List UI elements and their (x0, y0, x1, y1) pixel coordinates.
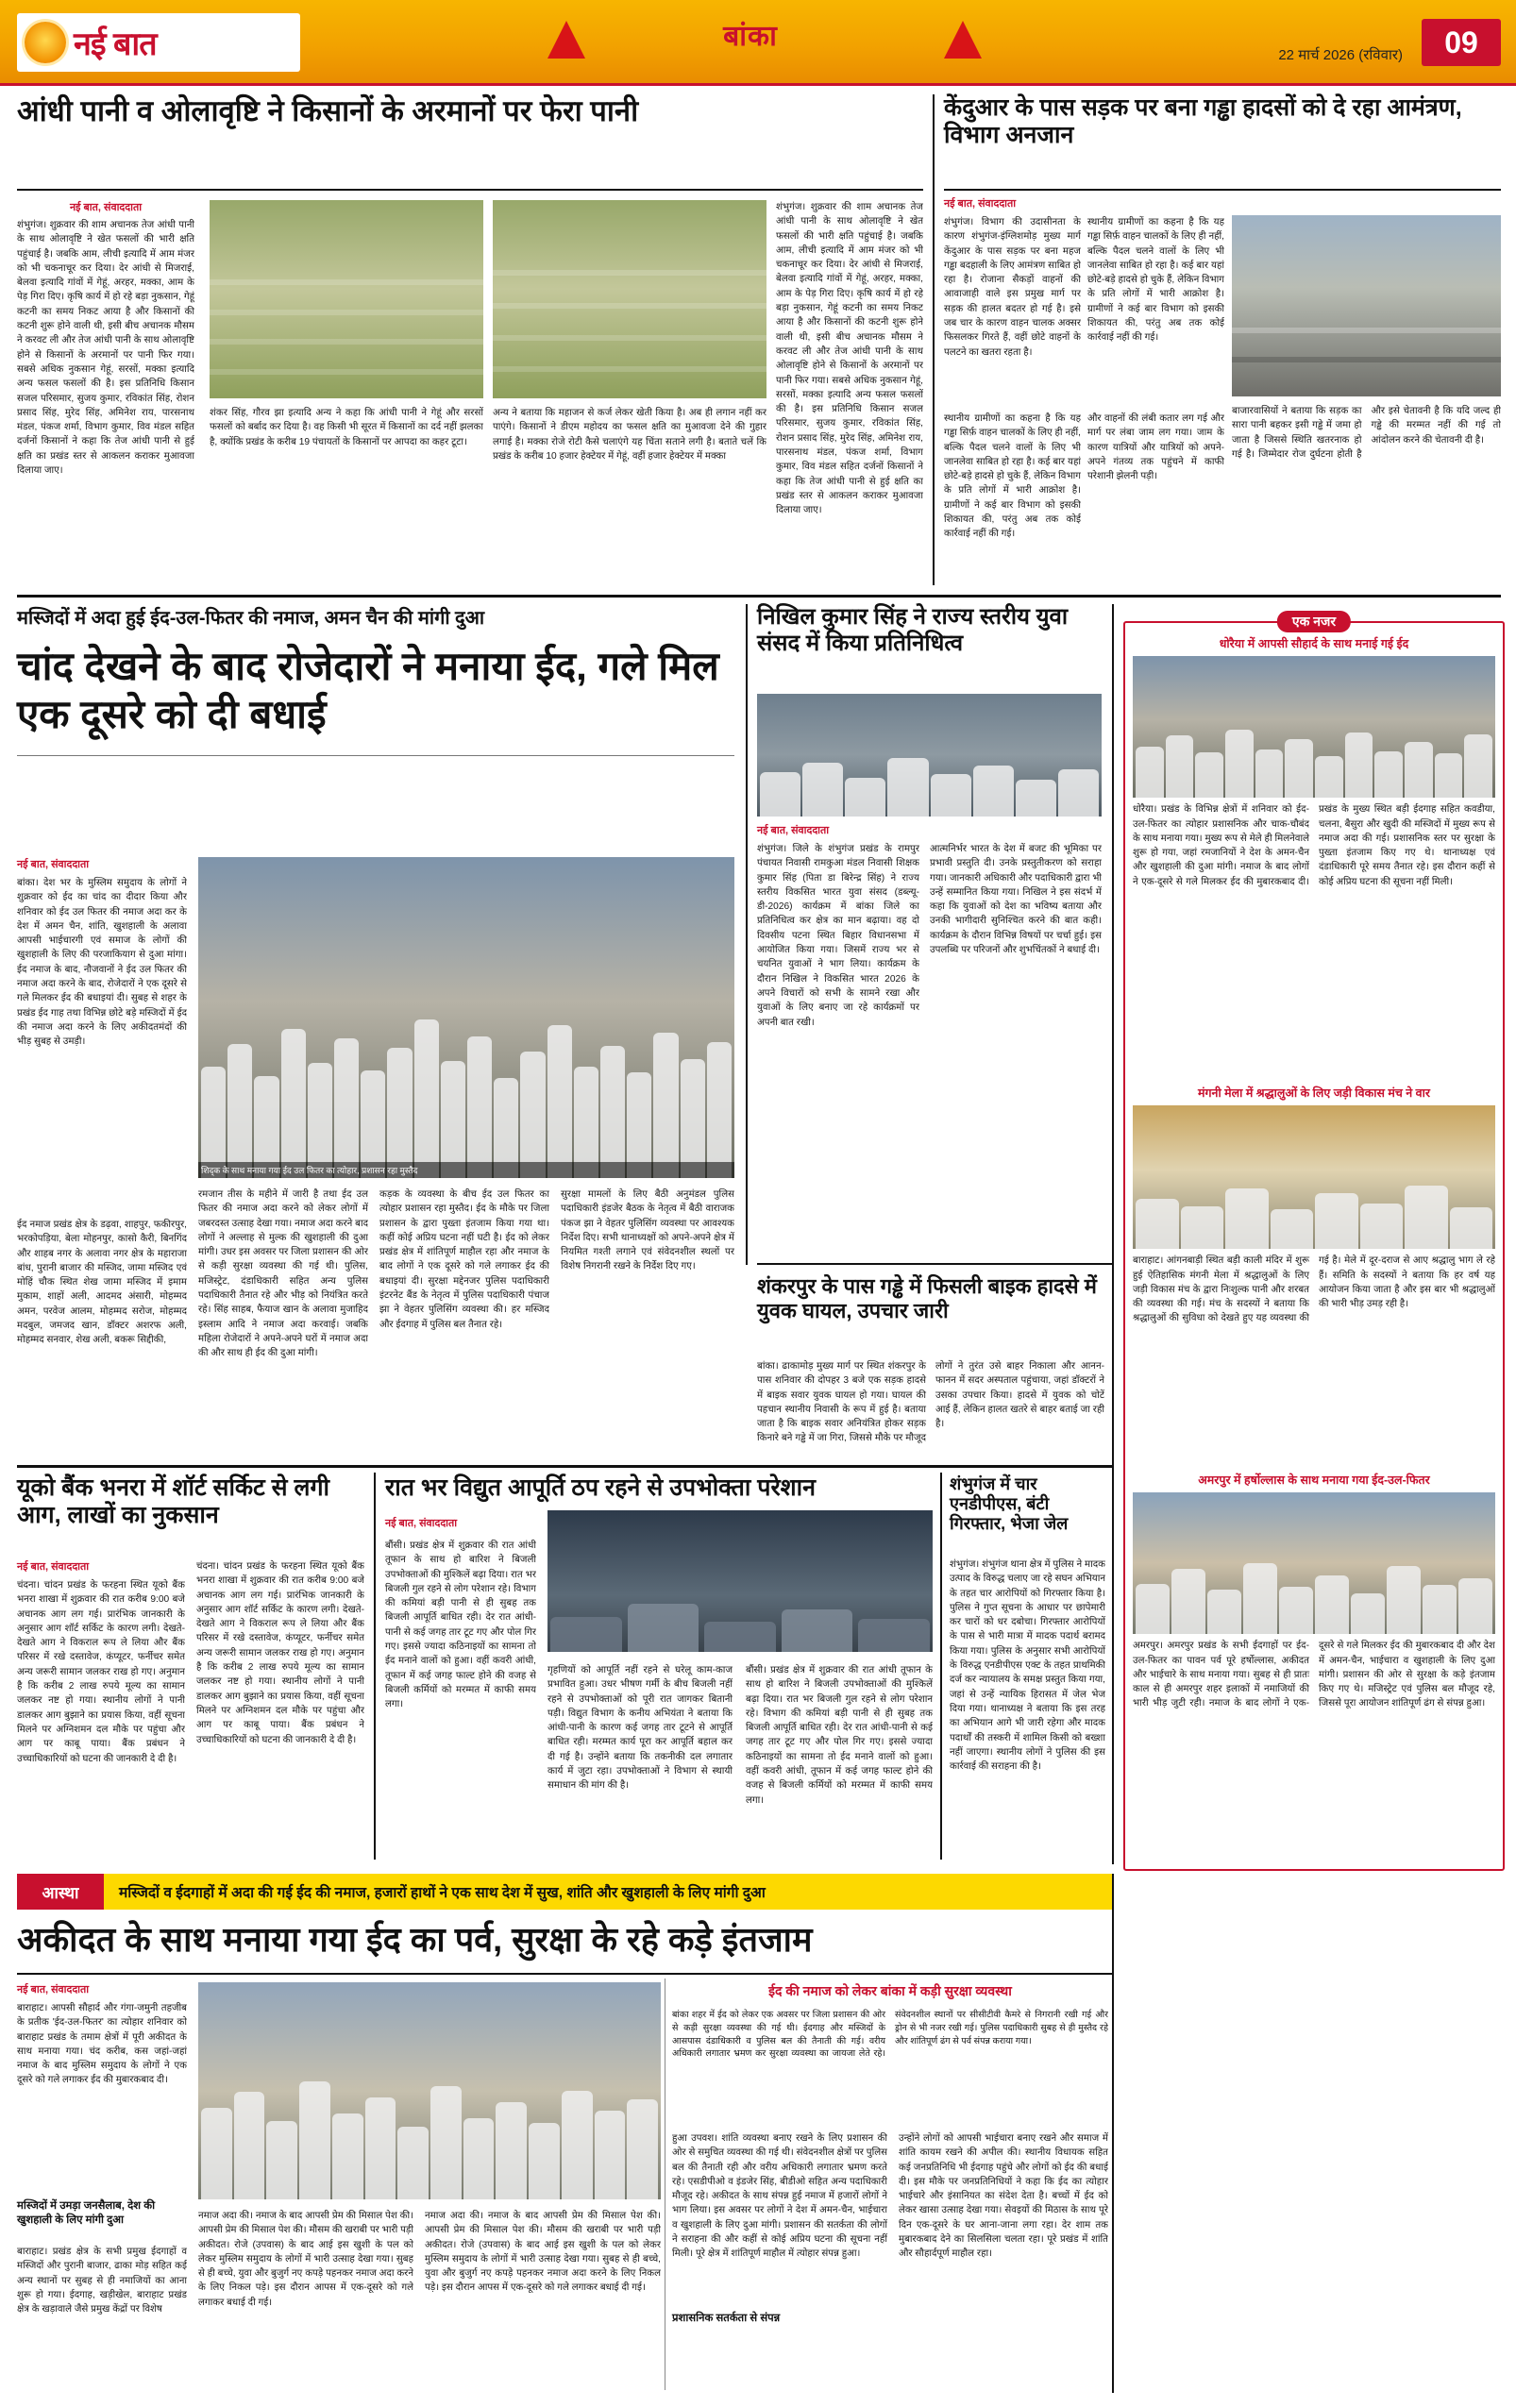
crowd-figures (198, 992, 734, 1178)
ek-nazar-item-1-text: धोरैया। प्रखंड के विभिन्न क्षेत्रों में शनिवार को ईद-उल-फितर का त्योहार प्रशासनिक और चाक-चौबंद के साथ मनाया गया। मुख्य रूप से मेले ही मिलनेवाले शुरू हो गया, जहां रमजानियों ने देश के अमन-चैन और खुशहाली की दुआ मांगी। नमाज के बाद लोगों ने एक-दूसरे से गले मिलकर ईद की मुबारकबाद दी। प्रखंड के मुख्य स्थित बड़ी ईदगाह सहित कवडीया, चलना, बैसुरा और खुदी की मस्जिदों में मुख्य रूप से नमाज अदा की गई। प्रशासनिक स्तर पर सुरक्षा के पुख्ता इंतजाम किए गए थे। थानाध्यक्ष एवं दंडाधिकारी पूरे समय तैनात रहे। इस दौरान कहीं से कोई अप्रिय घटना की सूचना नहीं मिली। (1133, 804, 1495, 887)
edition-name: बांका (723, 21, 778, 52)
bike-text: बांका। ढाकामोड़ मुख्य मार्ग पर स्थित शंकरपुर के पास शनिवार की दोपहर 3 बजे एक सड़क हादसे में बाइक सवार युवक घायल हो गया। घायल की पहचान स्थानीय निवासी के रूप में हुई है। बताया जाता है कि बाइक सवार अनियंत्रित होकर सड़क किनारे बने गड्ढे में जा गिरा, जिससे मौके पर मौजूद लोगों ने तुरंत उसे बाहर निकाला और आनन-फानन में सदर अस्पताल पहुंचाया, जहां डॉक्टरों ने उसका उपचार किया। हादसे में युवक को चोटें आई हैं, लेकिन हालत खतरे से बाहर बताई जा रही है। (757, 1361, 1104, 1444)
ek-nazar-item-1-title: धोरैया में आपसी सौहार्द के साथ मनाई गई ईद (1219, 637, 1409, 650)
bottom-headline-wrap (17, 1920, 1112, 1960)
ndps-headline: शंभुगंज में चार एनडीपीएस, बंटी गिरफ्तार, भेजा जेल (950, 1474, 1069, 1533)
power-col2: गृहणियों को आपूर्ति नहीं रहने से घरेलू काम-काज प्रभावित हुआ। उधर भीषण गर्मी के बीच बिजली नहीं रहने से उपभोक्ताओं को पूरी रात जागकर बितानी पड़ी। विद्युत विभाग के कनीय अभियंता ने बताया कि आंधी-पानी के कारण कई जगह तार टूटने से आपूर्ति बाधित रही। मरम्मत कार्य पूरा कर आपूर्ति बहाल कर दी गई है। उन्होंने बताया कि तकनीकी दल लगातार कार्य में जुटा रहा। उपभोक्ताओं ने विभाग से स्थायी समाधान की मांग की है। (547, 1665, 733, 1792)
newspaper-logo (17, 13, 300, 72)
eid-photo (198, 857, 734, 1178)
eid-col4: सुरक्षा मामलों के लिए बैठी अनुमंडल पुलिस पदाधिकारी इंडजेर बैठक के नेतृत्व में बैठी वाराजक पंकज झा ने वेहतर पुलिसिंग व्यवस्था पर आवश्यक निर्देश दिए। सभी थानाध्यक्षों को अपने-अपने क्षेत्र में नियमित गश्ती लगाने एवं संवेदनशील स्थलों पर विशेष निगरानी रखने के निर्देश दिए गए। (561, 1189, 734, 1272)
power-headline: रात भर विद्युत आपूर्ति ठप रहने से उपभोक्ता परेशान (385, 1474, 817, 1501)
bike-headline-wrap (757, 1274, 1104, 1322)
eid-kicker-wrap (17, 604, 734, 630)
bottom-headline: अकीदत के साथ मनाया गया ईद का पर्व, सुरक्षा के रहे कड़े इंतजाम (17, 1920, 813, 1959)
bottom-band-text: मस्जिदों व ईदगाहों में अदा की गई ईद की नमाज, हजारों हाथों ने एक साथ देश में सुख, शांति और खुशहाली के लिए मांगी दुआ (104, 1874, 1112, 1910)
lead-photo-1 (210, 200, 483, 398)
lead-headline: आंधी पानी व ओलावृष्टि ने किसानों के अरमानों पर फेरा पानी (17, 94, 639, 127)
ek-nazar-item-2 (1133, 1086, 1495, 1452)
ek-nazar-item-3-photo (1133, 1492, 1495, 1634)
bank-headline: यूको बैंक भनरा में शॉर्ट सर्किट से लगी आग, लाखों का नुकसान (17, 1474, 330, 1528)
bottom-col4: उन्होंने लोगों को आपसी भाईचारा बनाए रखने और समाज में शांति कायम रखने की अपील की। स्थानीय विधायक सहित कई जनप्रतिनिधि भी ईदगाह पहुंचे और लोगों को ईद की बधाई दी। इस मौके पर जनप्रतिनिधियों ने कहा कि ईद का त्योहार भाईचारे और इंसानियत का संदेश देता है। बच्चों में ईद को लेकर खासा उत्साह देखा गया। सेवइयों की मिठास के साथ पूरे दिन एक-दूसरे के घर आना-जाना लगा रहा। देर शाम तक मुबारकबाद देने का सिलसिला चलता रहा। पूरे प्रखंड में शांति और सौहार्दपूर्ण माहौल रहा। (899, 2133, 1108, 2260)
byline: नई बात, संवाददाता (69, 202, 143, 213)
bottom-box-title: ईद की नमाज को लेकर बांका में कड़ी सुरक्षा व्यवस्था (768, 1983, 1012, 1998)
bank-headline-wrap (17, 1474, 366, 1529)
topright-headline: केंदुआर के पास सड़क पर बना गड्ढा हादसों को दे रहा आमंत्रण, विभाग अनजान (944, 94, 1462, 148)
topright-col1b: स्थानीय ग्रामीणों का कहना है कि यह गड्ढा सिर्फ़ वाहन चालकों के लिए ही नहीं, बल्कि पैदल चलने वालों के लिए भी जानलेवा साबित हो रहा है। कई बार यहां छोटे-बड़े हादसे हो चुके हैं, लेकिन विभाग के प्रति लोगों में भारी आक्रोश है। ग्रामीणों ने कई बार विभाग को इसकी शिकायत की, परंतु अब तक कोई कार्रवाई नहीं की गई। (944, 413, 1081, 540)
nikhil-col2: आत्मनिर्भर भारत के देश में बजट की भूमिका पर प्रभावी प्रस्तुति दी। उनके प्रस्तुतीकरण को सराहा गया। जानकारी अधिकारी और पदाधिकारी द्वारा भी उन्हें सम्मानित किया गया। निखिल ने इस संदर्भ में कहा कि युवाओं को देश का भविष्य बताया और उनकी भागीदारी सुनिश्चित करने की बात कही। कार्यक्रम के दौरान विभिन्न विषयों पर चर्चा हुई। इस उपलब्धि पर परिजनों और शुभचिंतकों ने बधाई दी। (930, 844, 1102, 956)
ek-nazar-item-1 (1133, 636, 1495, 1086)
lead-col4: अन्य ने बताया कि महाजन से कर्ज लेकर खेती किया है। अब ही लगान नहीं कर पाएंगे। किसानों ने डीएम महोदय का फसल क्षति का मुआवजा देने की गुहार लगाई है। मक्का रोजे रोटी कैसे चलाएंगे यह चिंता सताने लगी है। बताते चलें कि प्रखंड के करीब 10 हजार हेक्टेयर में गेहूं, वहीं हजार हेक्टेयर में मक्का (493, 408, 766, 462)
ndps-text: शंभुगंज। शंभुगंज थाना क्षेत्र में पुलिस ने मादक उत्पाद के विरुद्ध चलाए जा रहे सघन अभियान के तहत चार आरोपियों को गिरफ्तार किया है। पुलिस ने गुप्त सूचना के आधार पर छापेमारी कर चारों को धर दबोचा। गिरफ्तार आरोपियों के पास से भारी मात्रा में मादक पदार्थ बरामद किया गया। पुलिस के अनुसार सभी आरोपियों के विरुद्ध एनडीपीएस एक्ट के तहत प्राथमिकी दर्ज कर न्यायालय के समक्ष प्रस्तुत किया गया, जहां से उन्हें न्यायिक हिरासत में जेल भेज दिया गया। थानाध्यक्ष ने बताया कि इस तरह का अभियान आगे भी जारी रहेगा और मादक पदार्थों की तस्करी में शामिल किसी को बख्शा नहीं जाएगा। स्थानीय लोगों ने पुलिस की इस कार्रवाई की सराहना की है। (950, 1559, 1105, 1773)
bottom-col1b: बाराहाट। प्रखंड क्षेत्र के सभी प्रमुख ईदगाहों व मस्जिदों और पुरानी बाजार, ढाका मोड़ सहित कई अन्य स्थानों पर सुबह से ही नमाजियों का आना शुरू हो गया। ईदगाह, खड़ीखेल, बाराहाट प्रखंड क्षेत्र के खड़ावाले जैसे प्रमुख केंद्रों पर विशेष (17, 2247, 187, 2315)
ek-nazar-box (1123, 614, 1505, 1871)
bottom-col1: बाराहाट। आपसी सौहार्द और गंगा-जमुनी तहजीब के प्रतीक 'ईद-उल-फितर' का त्योहार शनिवार को बाराहाट प्रखंड के तमाम क्षेत्रों में पूरी अकीदत के साथ मनाया गया। चंद करीब, कस जहां-जहां नमाज के बाद मुस्लिम समुदाय के लोगों ने एक दूसरे को गले लगाकर ईद की मुबारकबाद दी। (17, 2003, 187, 2086)
lead-photo-2 (493, 200, 766, 398)
ndps-headline-wrap (950, 1474, 1105, 1534)
bottom-byline: नई बात, संवाददाता (17, 1984, 90, 1995)
ek-nazar-item-3 (1133, 1473, 1495, 1865)
ek-nazar-tag: एक नजर (1277, 611, 1351, 632)
power-col1: बौंसी। प्रखंड क्षेत्र में शुक्रवार की रात आंधी तूफान के साथ हो बारिश ने बिजली उपभोक्ताओं की मुश्किलें बढ़ा दिया। रात भर बिजली गुल रहने से लोग परेशान रहे। विभाग की कमियां बड़ी पानी से ही सुबह तक बिजली आपूर्ति बाधित रही। देर रात आंधी-पानी से कई जगह तार टूट गए और पोल गिर गए। इससे ज्यादा कठिनाइयों का सामना तो ईद मनाने वालों को हुआ। वहीं कवरी आंधी, तूफान में कई जगह फाल्ट होने की वजह से बिजली कर्मियों को मरम्मत में काफी समय लगा। (385, 1541, 536, 1710)
nikhil-headline-wrap (757, 604, 1102, 657)
eid-col3: कड़क के व्यवस्था के बीच ईद उल फितर का त्योहार प्रशासन रहा मुस्तैद। ईद के मौके पर जिला प्रशासन के द्वारा पुख्ता इंतजाम किया गया था। कहीं कोई अप्रिय घटना नहीं घटी है। ईद को लेकर प्रखंड क्षेत्र में शांतिपूर्ण माहौल रहा और नमाज के बाद लोगों ने एक दूसरे को गले लगाकर ईद की बधाइयां दी। सुरक्षा मद्देनजर पुलिस पदाधिकारी इंटरनेट बैंड के नेतृत्व में पुलिस पदाधिकारी पंचाज झा ने वेहतर पुलिसिंग व्यवस्था की। हर मस्जिद और ईदगाह में पुलिस बल तैनात रहे। (379, 1189, 549, 1330)
lead-text: शंभुगंज। शुक्रवार की शाम अचानक तेज आंधी पानी के साथ ओलावृष्टि ने खेत फसलों की भारी क्षति पहुंचाई है। जबकि आम, लीची इत्यादि में आम मंजर को भी चकनाचूर कर दिया। देर आंधी से मिजराई, बेलवा इत्यादि गांवों में गेहूं, अरहर, मक्का, आम के पेड़ गिरा दिए। कृषि कार्य में हो रहे बड़ा नुकसान, गेहूं कटनी का समय निकट आया है और किसानों की कटनी शुरू होने वाली थी, इसी बीच अचानक मौसम ने करवट ली और तेज आंधी पानी के साथ ओलावृष्टि होने से किसानों के अरमानों पर पानी फिर गया। सबसे अधिक नुकसान गेहूं, सरसों, मक्का इत्यादि अन्य फसल फसलों की है। इस प्रतिनिधि किसान सजल परिसमार, सुजय कुमार, रविकांत सिंह, रोशन प्रसाद सिंह, मुरेद सिंह, अमिनेश राय, पारसनाथ मंडल, पंकज शर्मा, विभाग कुमार, विव मंडल सहित दर्जनों किसानों ने कहा कि तेज आंधी पानी से हुई क्षति का प्रखंड स्तर से आकलन कराकर मुआवजा दिलाया जाए। (17, 220, 194, 477)
ek-nazar-item-2-title: मंगनी मेला में श्रद्धालुओं के लिए जड़ी विकास मंच ने वार (1198, 1086, 1430, 1100)
edition-name-wrap (529, 15, 972, 54)
topright-byline: नई बात, संवाददाता (944, 198, 1017, 210)
ek-nazar-item-3-text: अमरपुर। अमरपुर प्रखंड के सभी ईदगाहों पर ईद-उल-फितर का पावन पर्व पूरे हर्षोल्लास, अकीदत और भाईचारे के साथ मनाया गया। सुबह से ही प्रातः काल से ही अमरपुर शहर इलाकों में नमाजियों की भारी भीड़ जुटी रही। नमाज के बाद लोगों ने एक-दूसरे से गले मिलकर ईद की मुबारकबाद दी और देश में अमन-चैन, भाईचारा व खुशहाली के लिए दुआ मांगी। प्रशासन की ओर से सुरक्षा के कड़े इंतजाम किए गए थे। मजिस्ट्रेट एवं पुलिस बल मौजूद रहे, जिससे पूरा आयोजन शांतिपूर्ण ढंग से संपन्न हुआ। (1133, 1641, 1495, 1709)
bank-byline: नई बात, संवाददाता (17, 1561, 90, 1573)
nikhil-headline: निखिल कुमार सिंह ने राज्य स्तरीय युवा संसद में किया प्रतिनिधित्व (757, 604, 1069, 656)
ek-nazar-item-1-photo (1133, 656, 1495, 798)
topright-col1: शंभुगंज। विभाग की उदासीनता के कारण शंभुगंज-इंग्लिशमोड़ मुख्य मार्ग केंदुआर के पास सड़क पर बना महज गड्ढा बदहाली के लिए आमंत्रण साबित हो रहा है। रोजाना सैकड़ों वाहनों की आवाजाही वाले इस प्रमुख मार्ग पर सड़क की हालत बदतर हो गई है। इसे जब चार के कारण वाहन चालक अक्सर फिसलकर गिरते हैं, वहीं छोटे वाहनों के पलटने का खतरा रहता है। (944, 217, 1081, 358)
topright-headline-wrap (944, 94, 1501, 149)
bank-col1: चंदना। चांदन प्रखंड के फरहना स्थित यूको बैंक भनरा शाखा में शुक्रवार की रात करीब 9:00 बजे अचानक आग लग गई। प्रारंभिक जानकारी के अनुसार आग शॉर्ट सर्किट के कारण लगी। देखते-देखते आग ने विकराल रूप ले लिया और बैंक परिसर में रखे दस्तावेज, कंप्यूटर, फर्नीचर समेत अन्य जरूरी सामान जलकर राख हो गए। अनुमान है कि करीब 2 लाख रुपये मूल्य का सामान जलकर नष्ट हो गया। स्थानीय लोगों ने पानी डालकर आग बुझाने का प्रयास किया, वहीं सूचना मिलने पर अग्निशमन दल मौके पर पहुंचा और आग पर काबू पाया। बैंक प्रबंधन ने उच्चाधिकारियों को घटना की जानकारी दे दी है। (17, 1580, 185, 1764)
bottom-band-label: आस्था (17, 1874, 104, 1910)
bottom-sub1: मस्जिदों में उमड़ा जनसैलाब, देश की खुशहाली के लिए मांगी दुआ (17, 2200, 156, 2226)
bottom-box-sub: प्रशासनिक सतर्कता से संपन्न (672, 2313, 781, 2324)
masthead (0, 0, 1516, 86)
nikhil-byline: नई बात, संवाददाता (757, 825, 830, 836)
power-photo (547, 1510, 933, 1652)
eid-photo-caption: शिद्क के साथ मनाया गया ईद उल फितर का त्योहार, प्रशासन रहा मुस्तैद (198, 1162, 734, 1178)
bottom-col2: नमाज अदा की। नमाज के बाद आपसी प्रेम की मिसाल पेश की। आपसी प्रेम की मिसाल पेश की। मौसम की खराबी पर भारी पड़ी अकीदत। रोजे (उपवास) के बाद आई इस खुशी के पल को लेकर मुस्लिम समुदाय के लोगों में भारी उत्साह देखा गया। सुबह से ही बच्चे, युवा और बुजुर्ग नए कपड़े पहनकर नमाज अदा करने के लिए निकल पड़े। इस दौरान आपस में एक-दूसरे को गले लगाकर बधाई दी गई। (198, 2211, 413, 2308)
power-byline: नई बात, संवाददाता (385, 1518, 458, 1529)
sun-logo-icon (25, 22, 66, 63)
eid-col1b: ईद नमाज प्रखंड क्षेत्र के डढ़वा, शाहपुर, फकीरपुर, भरकोपड़िया, बेला मोहनपुर, कासो कैरी, बिनगिंद और शाहब नगर के अलावा नगर क्षेत्र के महाराजा बांध, पुरानी बाजार की मस्जिद, जामा मस्जिद एवं मोहिं चौक स्थित शेख जामा मस्जिद में इमाम मुकाम, शाहों अली, आदमद अंसारी, मोहम्मद अमन, परवेज आलम, मोहम्मद सरोज, मोहम्मद मदबुल, जमजद खान, डॉक्टर अशरफ अली, मोहम्मद सनवार, शेख अली, बकरू सिद्दीकी, (17, 1220, 187, 1346)
topright-photo (1232, 215, 1501, 396)
bank-col2: चंदना। चांदन प्रखंड के फरहना स्थित यूको बैंक भनरा शाखा में शुक्रवार की रात करीब 9:00 बजे अचानक आग लग गई। प्रारंभिक जानकारी के अनुसार आग शॉर्ट सर्किट के कारण लगी। देखते-देखते आग ने विकराल रूप ले लिया और बैंक परिसर में रखे दस्तावेज, कंप्यूटर, फर्नीचर समेत अन्य जरूरी सामान जलकर राख हो गए। अनुमान है कि करीब 2 लाख रुपये मूल्य का सामान जलकर नष्ट हो गया। स्थानीय लोगों ने पानी डालकर आग बुझाने का प्रयास किया, वहीं सूचना मिलने पर अग्निशमन दल मौके पर पहुंचा और आग पर काबू पाया। बैंक प्रबंधन ने उच्चाधिकारियों को घटना की जानकारी दे दी है। (196, 1561, 364, 1745)
ek-nazar-item-2-photo (1133, 1105, 1495, 1249)
power-col3: बौंसी। प्रखंड क्षेत्र में शुक्रवार की रात आंधी तूफान के साथ हो बारिश ने बिजली उपभोक्ताओं की मुश्किलें बढ़ा दिया। रात भर बिजली गुल रहने से लोग परेशान रहे। विभाग की कमियां बड़ी पानी से ही सुबह तक बिजली आपूर्ति बाधित रही। देर रात आंधी-पानी से कई जगह तार टूट गए और पोल गिर गए। इससे ज्यादा कठिनाइयों का सामना तो ईद मनाने वालों को हुआ। वहीं कवरी आंधी, तूफान में कई जगह फाल्ट होने की वजह से बिजली कर्मियों को मरम्मत में काफी समय लगा। (746, 1665, 933, 1806)
lead-headline-wrap (17, 94, 923, 128)
power-headline-wrap (385, 1474, 933, 1502)
ek-nazar-item-3-title: अमरपुर में हर्षोल्लास के साथ मनाया गया ईद-उल-फितर (1198, 1473, 1430, 1487)
publication-date: 22 मार्च 2026 (रविवार) (1278, 47, 1403, 63)
bottom-col3: हुआ उपवश। शांति व्यवस्था बनाए रखने के लिए प्रशासन की ओर से समुचित व्यवस्था की गई थी। संवेदनशील क्षेत्रों पर पुलिस बल की तैनाती रही और वरीय अधिकारी लगातार भ्रमण करते रहे। एसडीपीओ व इंडजेर सिंह, बीडीओ सहित अन्य पदाधिकारी मौजूद रहे। अकीदत के साथ संपन्न हुई नमाज में हजारों लोगों ने भाग लिया। इस अवसर पर लोगों ने देश में अमन-चैन, भाईचारा व खुशहाली के लिए दुआ मांगी। प्रशासन की सतर्कता की लोगों ने सराहना की और कहीं से कोई अप्रिय घटना की सूचना नहीं मिली। पूरे क्षेत्र में शांतिपूर्ण माहौल में त्योहार संपन्न हुआ। (672, 2133, 887, 2260)
bottom-band (17, 1874, 1112, 1910)
lead-col3: शंकर सिंह, गौरव झा इत्यादि अन्य ने कहा कि आंधी पानी ने गेहूं और सरसों फसलों को बर्बाद कर दिया है। वह किसी भी सूरत में किसानों का दर्द नहीं झलका है, क्योंकि प्रखंड के करीब 19 पंचायतों के किसानों पर आपदा का कहर टूटा। (210, 408, 483, 447)
lead-col1 (17, 200, 194, 578)
bottom-photo (198, 1982, 661, 2199)
eid-col2: रमजान तीस के महीने में जारी है तथा ईद उल फितर की नमाज अदा करने को लेकर लोगों में जबरदस्त उत्साह देखा गया। नमाज अदा करने बाद लोगों ने अल्लाह से मुल्क की खुशहाली की दुआ मांगी। उधर इस अवसर पर जिला प्रशासन की ओर से कड़ी सुरक्षा व्यवस्था की गई थी। पुलिस, मजिस्ट्रेट, दंडाधिकारी सहित अन्य पुलिस पदाधिकारी तैनात रहे और भीड़ को नियंत्रित करते रहे। सिंह साहब, फैयाज खान के अलावा मुजाहिद इस्लाम आदि ने नमाज अदा करवाई। जबकि महिला रोजेदारों ने अपने-अपने घरों में नमाज अदा की और साथ ही ईद की दुआ मांगी। (198, 1189, 368, 1359)
eid-kicker: मस्जिदों में अदा हुई ईद-उल-फितर की नमाज, अमन चैन की मांगी दुआ (17, 608, 485, 629)
masthead-title: नई बात (74, 26, 157, 62)
eid-col1: बांका। देश भर के मुस्लिम समुदाय के लोगों ने शुक्रवार को ईद का चांद का दीदार किया और शनिवार को ईद उल फितर की नमाज अदा कर के देश में अमन चैन, शांति, खुशहाली के अलावा आपसी भाईचारगी एवं समाज के लोगों की खुशहाली के लिए की परजाकियाग से दुआ मांगा। ईद नमाज के बाद, नौजवानों ने ईद उल फितर की नमाज अदा करने के बाद, रोजेदारों ने एक दूसरे से गले मिलकर ईद की बधाइयां दी। सुबह से शहर के प्रखंड ईद गाह तथा विभिन्न छोटे बड़े मस्जिदों में ईद की नमाज अदा करने के लिए अकीदतमंदों की भीड़ सुबह से उमड़ी। (17, 878, 187, 1048)
topright-col2: स्थानीय ग्रामीणों का कहना है कि यह गड्ढा सिर्फ़ वाहन चालकों के लिए ही नहीं, बल्कि पैदल चलने वालों के लिए भी जानलेवा साबित हो रहा है। कई बार यहां छोटे-बड़े हादसे हो चुके हैं, लेकिन विभाग के प्रति लोगों में भारी आक्रोश है। ग्रामीणों ने कई बार विभाग को इसकी शिकायत की, परंतु अब तक कोई कार्रवाई नहीं की गई। (1087, 217, 1224, 344)
nikhil-col1: शंभुगंज। जिले के शंभुगंज प्रखंड के रामपुर पंचायत निवासी रामकुआ मंडल निवासी शिक्षक कुमार सिंह (पिता डा बिरेन्द्र सिंह) ने राज्य स्तरीय विकसित भारत युवा संसद (डब्ल्यू-डी-2026) कार्यक्रम में बांका जिले का प्रतिनिधित्व कर क्षेत्र का मान बढ़ाया। वह दो दिवसीय पटना स्थित बिहार विधानसभा में आयोजित किया गया। जिसमें राज्य भर से चयनित युवाओं ने भाग लिया। कार्यक्रम के दौरान निखिल ने विकसित भारत 2026 के अपने विचारों को सभी के सामने रखा और युवाओं के लिए बनाए जा रहे कार्यक्रमों पर अपनी बात रखी। (757, 844, 919, 1028)
topright-col4: बाजारवासियों ने बताया कि सड़क का सारा पानी बहकर इसी गड्ढे में जमा हो जाता है जिससे स्थिति खतरनाक हो गई है। जिम्मेदार रोज दुर्घटना होती है और इसे चेतावनी है कि यदि जल्द ही गड्ढे की मरम्मत नहीं की गई तो आंदोलन करने की चेतावनी दी है। (1232, 406, 1501, 460)
page-number: 09 (1422, 19, 1501, 66)
topright-col3: और वाहनों की लंबी कतार लग गई और मार्ग पर लंबा जाम लग गया। जाम के कारण यात्रियों और यात्रियों को अपने-अपने गंतव्य तक पहुंचने में काफी परेशानी झेलनी पड़ी। (1087, 413, 1224, 482)
ek-nazar-item-2-text: बाराहाट। आंगनबाड़ी स्थित बड़ी काली मंदिर में शुरू हुई ऐतिहासिक मंगनी मेला में श्रद्धालुओं के लिए जड़ी विकास मंच के द्वारा निःशुल्क पानी और शरबत की व्यवस्था की गई। मंच के सदस्यों ने बताया कि श्रद्धालुओं की सुविधा को देखते हुए यह व्यवस्था की गई है। मेले में दूर-दराज से आए श्रद्धालु भाग ले रहे हैं। समिति के सदस्यों ने बताया कि हर वर्ष यह आयोजन किया जाता है और इस बार भी श्रद्धालुओं की भारी भीड़ उमड़ रही है। (1133, 1255, 1495, 1324)
nikhil-photo (757, 694, 1102, 817)
eid-headline: चांद देखने के बाद रोजेदारों ने मनाया ईद, गले मिल एक दूसरे को दी बधाई (17, 644, 719, 737)
bottom-col2b: नमाज अदा की। नमाज के बाद आपसी प्रेम की मिसाल पेश की। आपसी प्रेम की मिसाल पेश की। मौसम की खराबी पर भारी पड़ी अकीदत। रोजे (उपवास) के बाद आई इस खुशी के पल को लेकर मुस्लिम समुदाय के लोगों में भारी उत्साह देखा गया। सुबह से ही बच्चे, युवा और बुजुर्ग नए कपड़े पहनकर नमाज अदा करने के लिए निकल पड़े। इस दौरान आपस में एक-दूसरे को गले लगाकर बधाई दी गई। (425, 2211, 661, 2294)
eid-byline: नई बात, संवाददाता (17, 859, 90, 870)
lead-col5: शंभुगंज। शुक्रवार की शाम अचानक तेज आंधी पानी के साथ ओलावृष्टि ने खेत फसलों की भारी क्षति पहुंचाई है। जबकि आम, लीची इत्यादि में आम मंजर को भी चकनाचूर कर दिया। देर आंधी से मिजराई, बेलवा इत्यादि गांवों में गेहूं, अरहर, मक्का, आम के पेड़ गिरा दिए। कृषि कार्य में हो रहे बड़ा नुकसान, गेहूं कटनी का समय निकट आया है और किसानों की कटनी शुरू होने वाली थी, इसी बीच अचानक मौसम ने करवट ली और तेज आंधी पानी के साथ ओलावृष्टि होने से किसानों के अरमानों पर पानी फिर गया। सबसे अधिक नुकसान गेहूं, सरसों, मक्का इत्यादि अन्य फसल फसलों की है। इस प्रतिनिधि किसान सजल परिसमार, सुजय कुमार, रविकांत सिंह, रोशन प्रसाद सिंह, मुरेद सिंह, अमिनेश राय, पारसनाथ मंडल, पंकज शर्मा, विभाग कुमार, विव मंडल सहित दर्जनों किसानों ने कहा कि तेज आंधी पानी से हुई क्षति का प्रखंड स्तर से आकलन कराकर मुआवजा दिलाया जाए। (776, 202, 923, 516)
bike-headline: शंकरपुर के पास गड्ढे में फिसली बाइक हादसे में युवक घायल, उपचार जारी (757, 1274, 1097, 1322)
eid-headline-wrap (17, 642, 734, 738)
bottom-box-text: बांका शहर में ईद को लेकर एक अवसर पर जिला प्रशासन की ओर से कड़ी सुरक्षा व्यवस्था की गई थी। ईदगाह और मस्जिदों के आसपास दंडाधिकारी व पुलिस बल की तैनाती की गई। वरीय अधिकारी लगातार भ्रमण कर सुरक्षा व्यवस्था का जायजा लेते रहे। संवेदनशील स्थानों पर सीसीटीवी कैमरे से निगरानी रखी गई और ड्रोन से भी नजर रखी गई। पुलिस पदाधिकारी सुबह से ही मुस्तैद रहे और शांतिपूर्ण ढंग से पर्व संपन्न कराया गया। (672, 2010, 1108, 2060)
